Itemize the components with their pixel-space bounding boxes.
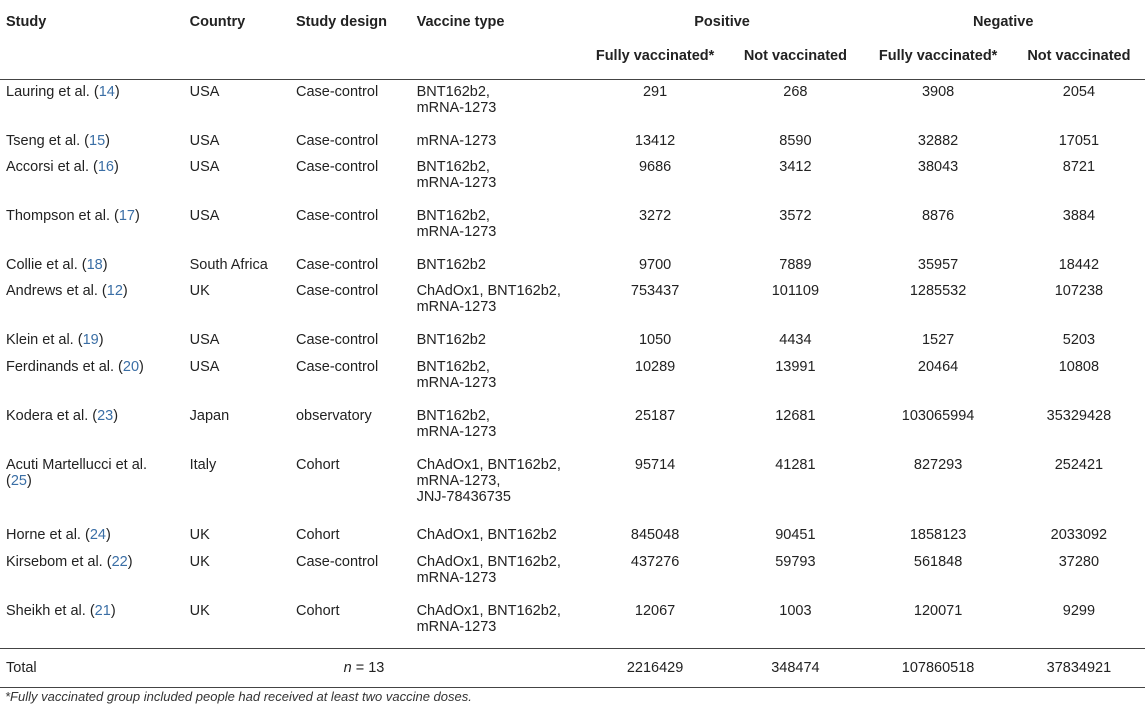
table-row <box>0 550 1145 599</box>
header-negative-not-vaccinated: Not vaccinated <box>1015 36 1145 80</box>
positive-not-vaccinated-cell: 7889 <box>779 257 812 273</box>
positive-fully-vaccinated-cell: 3272 <box>638 208 672 224</box>
table-row <box>0 129 1145 155</box>
reference-link[interactable]: 14 <box>98 84 115 100</box>
header-study: Study <box>6 14 47 30</box>
header-negative: Negative <box>972 14 1034 30</box>
design-cell: Case-control <box>295 554 379 570</box>
vaccine-line: ChAdOx1, BNT162b2, <box>416 603 561 619</box>
design-cell: Case-control <box>295 283 379 299</box>
country-cell: UK <box>189 527 210 543</box>
negative-fully-vaccinated-cell: 8876 <box>921 208 955 224</box>
country-cell: USA <box>189 332 220 348</box>
total-positive-not-vaccinated: 348474 <box>729 649 863 688</box>
study-name: Klein et al. ( <box>6 332 83 348</box>
table-row <box>0 80 1145 130</box>
study-cell: Kodera et al. (23) <box>6 408 119 424</box>
header-vaccine-type: Vaccine type <box>416 14 505 30</box>
negative-fully-vaccinated-cell: 1285532 <box>909 283 967 299</box>
vaccine-line: ChAdOx1, BNT162b2 <box>416 527 557 543</box>
study-cell: Collie et al. (18) <box>6 257 108 273</box>
total-row <box>0 649 1145 688</box>
negative-fully-vaccinated-cell: 32882 <box>917 133 959 149</box>
study-name: Collie et al. ( <box>6 257 87 273</box>
study-name: Ferdinands et al. ( <box>6 359 123 375</box>
reference-link[interactable]: 17 <box>118 208 135 224</box>
negative-not-vaccinated-cell: 107238 <box>1054 283 1104 299</box>
reference-link[interactable]: 20 <box>122 359 140 375</box>
design-cell: Case-control <box>295 84 379 100</box>
n-value: = 13 <box>355 660 385 676</box>
table-row <box>0 155 1145 204</box>
vaccine-line: mRNA-1273 <box>416 175 497 191</box>
positive-fully-vaccinated-cell: 25187 <box>634 408 676 424</box>
design-cell: Cohort <box>295 527 340 543</box>
design-cell: observatory <box>295 408 372 424</box>
vaccine-line: BNT162b2, <box>416 84 490 100</box>
vaccine-line: BNT162b2, <box>416 208 490 224</box>
positive-not-vaccinated-cell: 13991 <box>775 359 816 375</box>
table-row <box>0 253 1145 279</box>
positive-fully-vaccinated-cell: 10289 <box>634 359 676 375</box>
reference-link[interactable]: 23 <box>97 408 114 424</box>
table-row <box>0 204 1145 253</box>
country-cell: USA <box>189 208 220 224</box>
study-cell: Sheikh et al. (21) <box>6 603 116 619</box>
reference-link[interactable]: 15 <box>89 133 106 149</box>
negative-not-vaccinated-cell: 9299 <box>1062 603 1096 619</box>
positive-not-vaccinated-cell: 41281 <box>775 457 816 473</box>
positive-not-vaccinated-cell: 101109 <box>771 283 820 299</box>
table-row <box>0 453 1145 523</box>
positive-fully-vaccinated-cell: 437276 <box>630 554 680 570</box>
positive-fully-vaccinated-cell: 9686 <box>638 159 672 175</box>
negative-fully-vaccinated-cell: 1527 <box>921 332 955 348</box>
total-negative-not-vaccinated: 37834921 <box>1015 649 1145 688</box>
vaccine-line: BNT162b2, <box>416 359 490 375</box>
header-positive-fully-vaccinated: Fully vaccinated* <box>583 36 730 80</box>
negative-not-vaccinated-cell: 8721 <box>1062 159 1096 175</box>
vaccine-cell <box>411 253 583 279</box>
positive-fully-vaccinated-cell: 291 <box>642 84 668 100</box>
header-positive: Positive <box>694 14 750 30</box>
positive-fully-vaccinated-cell: 9700 <box>638 257 672 273</box>
reference-link[interactable]: 16 <box>97 159 114 175</box>
table-body <box>0 80 1145 688</box>
positive-not-vaccinated-cell: 268 <box>783 84 808 100</box>
negative-fully-vaccinated-cell: 35957 <box>917 257 959 273</box>
vaccine-line: mRNA-1273, <box>416 473 501 489</box>
vaccine-cell <box>411 328 583 355</box>
vaccine-cell <box>411 404 583 453</box>
design-cell: Case-control <box>295 133 379 149</box>
vaccine-line: mRNA-1273 <box>416 100 497 116</box>
positive-not-vaccinated-cell: 12681 <box>775 408 816 424</box>
vaccine-cell <box>411 80 583 130</box>
total-negative-fully-vaccinated: 107860518 <box>863 649 1014 688</box>
total-label: Total <box>0 649 184 688</box>
positive-fully-vaccinated-cell: 95714 <box>634 457 676 473</box>
country-cell: Italy <box>189 457 217 473</box>
study-cell: Thompson et al. (17) <box>6 208 140 224</box>
design-cell: Case-control <box>295 257 379 273</box>
header-country: Country <box>189 14 246 30</box>
vaccine-cell <box>411 279 583 328</box>
vaccine-cell <box>411 550 583 599</box>
header-blank <box>0 36 184 80</box>
negative-not-vaccinated-cell: 3884 <box>1062 208 1096 224</box>
study-name: Kirsebom et al. ( <box>6 554 112 570</box>
vaccine-line: BNT162b2, <box>416 408 490 424</box>
negative-fully-vaccinated-cell: 827293 <box>913 457 963 473</box>
design-cell: Case-control <box>295 359 379 375</box>
positive-not-vaccinated-cell: 4434 <box>779 332 812 348</box>
negative-not-vaccinated-cell: 35329428 <box>1046 408 1112 424</box>
study-name: Lauring et al. ( <box>6 84 99 100</box>
study-cell: Kirsebom et al. (22) <box>6 554 133 570</box>
header-study-design: Study design <box>295 14 388 30</box>
positive-not-vaccinated-cell: 3412 <box>779 159 812 175</box>
reference-link[interactable]: 22 <box>111 554 128 570</box>
study-cell: Lauring et al. (14) <box>6 84 120 100</box>
vaccine-line: mRNA-1273 <box>416 570 497 586</box>
table-row <box>0 328 1145 355</box>
design-cell: Case-control <box>295 208 379 224</box>
negative-fully-vaccinated-cell: 38043 <box>917 159 959 175</box>
reference-link[interactable]: 12 <box>106 283 123 299</box>
country-cell: UK <box>189 603 210 619</box>
total-study-count <box>184 649 583 688</box>
vaccine-line: BNT162b2 <box>416 332 486 348</box>
study-name: Andrews et al. ( <box>6 283 107 299</box>
header-blank <box>411 36 583 80</box>
vaccine-line: mRNA-1273 <box>416 224 497 240</box>
country-cell: South Africa <box>189 257 268 273</box>
positive-fully-vaccinated-cell: 753437 <box>630 283 680 299</box>
vaccine-line: mRNA-1273 <box>416 424 497 440</box>
header-blank <box>290 36 411 80</box>
positive-not-vaccinated-cell: 90451 <box>775 527 816 543</box>
study-cell: Acuti Martellucci et al. (25) <box>6 457 148 489</box>
negative-not-vaccinated-cell: 2054 <box>1062 84 1096 100</box>
country-cell: Japan <box>189 408 230 424</box>
design-cell: Cohort <box>295 603 340 619</box>
header-row-subgroups <box>0 36 1145 80</box>
table-row <box>0 599 1145 649</box>
study-cell: Accorsi et al. (16) <box>6 159 119 175</box>
vaccine-line: BNT162b2 <box>416 257 486 273</box>
vaccine-line: mRNA-1273 <box>416 375 497 391</box>
vaccine-line: BNT162b2, <box>416 159 490 175</box>
positive-not-vaccinated-cell: 8590 <box>779 133 812 149</box>
table-row <box>0 355 1145 404</box>
vaccine-line: ChAdOx1, BNT162b2, <box>416 283 561 299</box>
positive-fully-vaccinated-cell: 13412 <box>634 133 676 149</box>
table-footnote: *Fully vaccinated group included people had received at least two vaccine doses. <box>5 689 472 704</box>
design-cell: Case-control <box>295 159 379 175</box>
vaccine-cell <box>411 155 583 204</box>
vaccine-cell <box>411 453 583 523</box>
study-name: Tseng et al. ( <box>6 133 90 149</box>
vaccine-line: ChAdOx1, BNT162b2, <box>416 457 561 473</box>
negative-fully-vaccinated-cell: 3908 <box>921 84 955 100</box>
reference-link[interactable]: 21 <box>94 603 111 619</box>
negative-fully-vaccinated-cell: 1858123 <box>909 527 967 543</box>
study-name-continued: ( <box>6 473 11 489</box>
vaccine-cell <box>411 129 583 155</box>
n-symbol: n <box>343 660 352 676</box>
study-cell: Andrews et al. (12) <box>6 283 128 299</box>
negative-fully-vaccinated-cell: 103065994 <box>901 408 975 424</box>
study-name: Thompson et al. ( <box>6 208 119 224</box>
country-cell: UK <box>189 554 210 570</box>
negative-not-vaccinated-cell: 252421 <box>1054 457 1104 473</box>
study-name: Horne et al. ( <box>6 527 90 543</box>
negative-not-vaccinated-cell: 37280 <box>1058 554 1100 570</box>
design-cell: Cohort <box>295 457 340 473</box>
country-cell: USA <box>189 133 220 149</box>
study-name: Acuti Martellucci et al. <box>6 457 148 473</box>
table-row <box>0 523 1145 550</box>
negative-fully-vaccinated-cell: 561848 <box>913 554 963 570</box>
positive-not-vaccinated-cell: 3572 <box>779 208 812 224</box>
vaccine-line: mRNA-1273 <box>416 619 497 635</box>
design-cell: Case-control <box>295 332 379 348</box>
header-row-groups <box>0 0 1145 36</box>
reference-link[interactable]: 19 <box>82 332 99 348</box>
positive-fully-vaccinated-cell: 1050 <box>638 332 672 348</box>
country-cell: USA <box>189 359 220 375</box>
negative-not-vaccinated-cell: 18442 <box>1058 257 1100 273</box>
header-blank <box>184 36 290 80</box>
vaccine-line: mRNA-1273 <box>416 299 497 315</box>
study-name: Accorsi et al. ( <box>6 159 98 175</box>
reference-link[interactable]: 18 <box>86 257 103 273</box>
negative-not-vaccinated-cell: 5203 <box>1062 332 1096 348</box>
table-row <box>0 279 1145 328</box>
study-cell: Horne et al. (24) <box>6 527 111 543</box>
negative-not-vaccinated-cell: 17051 <box>1058 133 1100 149</box>
country-cell: USA <box>189 84 220 100</box>
vaccine-cell <box>411 204 583 253</box>
vaccine-cell <box>411 599 583 649</box>
vaccine-cell <box>411 523 583 550</box>
table-row <box>0 404 1145 453</box>
study-cell: Klein et al. (19) <box>6 332 104 348</box>
reference-link[interactable]: 24 <box>89 527 106 543</box>
negative-fully-vaccinated-cell: 20464 <box>917 359 959 375</box>
vaccine-line: ChAdOx1, BNT162b2, <box>416 554 561 570</box>
header-positive-not-vaccinated: Not vaccinated <box>729 36 863 80</box>
negative-not-vaccinated-cell: 2033092 <box>1050 527 1108 543</box>
study-cell: Tseng et al. (15) <box>6 133 110 149</box>
vaccine-line: JNJ-78436735 <box>416 489 511 505</box>
vaccine-line: mRNA-1273 <box>416 133 497 149</box>
positive-fully-vaccinated-cell: 845048 <box>630 527 680 543</box>
study-name: Sheikh et al. ( <box>6 603 95 619</box>
study-name: Kodera et al. ( <box>6 408 98 424</box>
negative-fully-vaccinated-cell: 120071 <box>913 603 963 619</box>
country-cell: UK <box>189 283 210 299</box>
study-cell: Ferdinands et al. (20) <box>6 359 144 375</box>
reference-link[interactable]: 25 <box>10 473 27 489</box>
negative-not-vaccinated-cell: 10808 <box>1058 359 1100 375</box>
positive-fully-vaccinated-cell: 12067 <box>634 603 676 619</box>
positive-not-vaccinated-cell: 59793 <box>775 554 816 570</box>
positive-not-vaccinated-cell: 1003 <box>779 603 812 619</box>
header-negative-fully-vaccinated: Fully vaccinated* <box>863 36 1014 80</box>
vaccine-cell <box>411 355 583 404</box>
country-cell: USA <box>189 159 220 175</box>
total-positive-fully-vaccinated: 2216429 <box>583 649 730 688</box>
